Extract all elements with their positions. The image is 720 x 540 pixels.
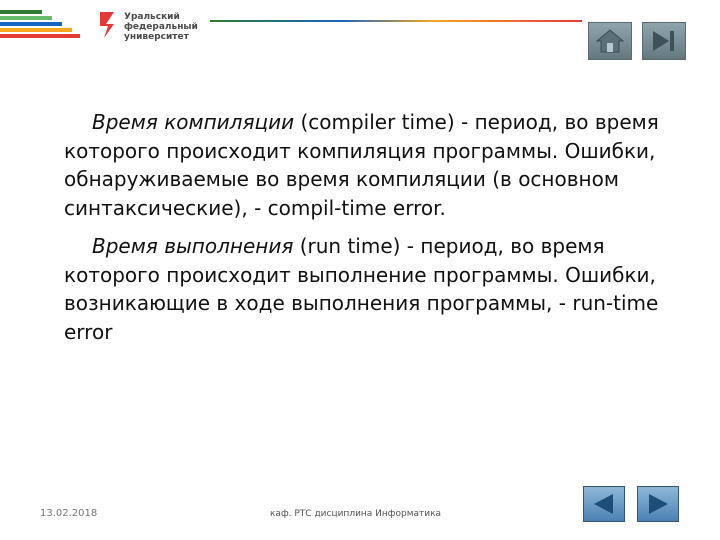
header-accent-line	[210, 20, 582, 22]
slide-caption: каф. РТС дисциплина Информатика	[270, 509, 442, 519]
logo-line: университет	[124, 32, 189, 42]
definition-text: (run time) - период, во время которого происходит выполнение программы. Ошибки, возникающие в ходе выполнения программы, - run-time error	[64, 234, 659, 344]
skip-to-end-icon	[649, 28, 679, 54]
brand-stripe	[0, 28, 72, 32]
logo-line: федеральный	[124, 22, 198, 32]
brand-stripe	[0, 34, 80, 38]
definition-term: Время компиляции	[92, 110, 295, 134]
last-slide-button[interactable]	[642, 22, 686, 60]
university-logo-icon	[98, 10, 118, 40]
next-slide-button[interactable]	[637, 486, 679, 522]
definition-term: Время выполнения	[92, 234, 294, 258]
home-button[interactable]	[588, 22, 632, 60]
brand-stripe	[0, 22, 62, 26]
home-icon	[595, 28, 625, 54]
brand-stripe	[0, 10, 42, 14]
definition-paragraph	[64, 108, 674, 222]
brand-stripe	[0, 16, 52, 20]
slide-date: 13.02.2018	[40, 508, 98, 519]
previous-slide-icon	[590, 492, 618, 516]
definition-text: (compiler time) - период, во время которого происходит компиляция программы. Ошибки, обнаруживаемые во время компиляции (в основном синтаксические), - compil-time error.	[64, 110, 659, 220]
university-logo	[98, 10, 214, 42]
next-slide-icon	[644, 492, 672, 516]
slide-content	[64, 108, 674, 356]
university-name	[124, 12, 214, 42]
definition-paragraph	[64, 232, 674, 346]
previous-slide-button[interactable]	[583, 486, 625, 522]
logo-line: Уральский	[124, 12, 180, 22]
